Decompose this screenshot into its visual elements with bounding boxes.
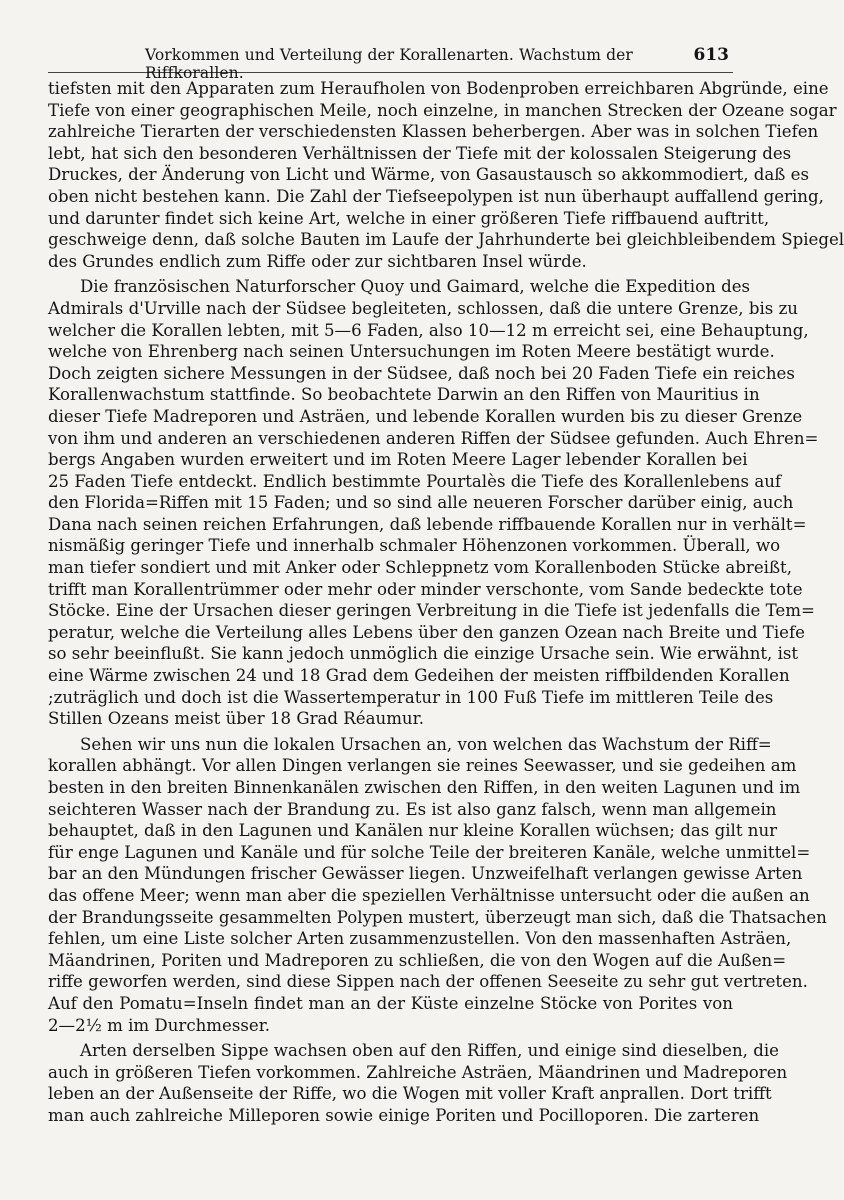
text-line: man auch zahlreiche Milleporen sowie einige Poriten und Pocilloporen. Die zarteren: [48, 1105, 760, 1125]
text-line: für enge Lagunen und Kanäle und für solche Teile der breiteren Kanäle, welche unmittel=: [48, 842, 811, 862]
text-line: geschweige denn, daß solche Bauten im Laufe der Jahrhunderte bei gleichbleibendem Spiegel: [48, 230, 844, 250]
paragraph: [48, 1040, 788, 1126]
text-line: eine Wärme zwischen 24 und 18 Grad dem Gedeihen der meisten riffbildenden Korallen: [48, 666, 790, 686]
text-line: peratur, welche die Verteilung alles Lebens über den ganzen Ozean nach Breite und Tiefe: [48, 622, 805, 642]
text-line: so sehr beeinflußt. Sie kann jedoch unmöglich die einzige Ursache sein. Wie erwähnt, ist: [48, 644, 799, 664]
text-line: ;zuträglich und doch ist die Wassertemperatur in 100 Fuß Tiefe im mittleren Teile des: [48, 687, 774, 707]
text-line: und darunter findet sich keine Art, welche in einer größeren Tiefe riffbauend auftritt,: [48, 208, 770, 228]
page-header: [48, 44, 733, 82]
text-line: bar an den Mündungen frischer Gewässer liegen. Unzweifelhaft verlangen gewisse Arten: [48, 864, 803, 884]
text-line: der Brandungsseite gesammelten Polypen mustert, überzeugt man sich, daß die Thatsachen: [48, 907, 827, 927]
paragraph: [48, 734, 827, 1036]
text-line: lebt, hat sich den besonderen Verhältnissen der Tiefe mit der kolossalen Steigerung des: [48, 143, 792, 163]
text-line: 2—2½ m im Durchmesser.: [48, 1015, 271, 1035]
text-line: Die französischen Naturforscher Quoy und Gaimard, welche die Expedition des: [80, 277, 751, 297]
text-line: zahlreiche Tierarten der verschiedensten Klassen beherbergen. Aber was in solchen Tiefen: [48, 122, 819, 142]
text-line: Stillen Ozeans meist über 18 Grad Réaumur.: [48, 709, 425, 729]
text-line: behauptet, daß in den Lagunen und Kanälen nur kleine Korallen wüchsen; das gilt nur: [48, 821, 778, 841]
text-line: Arten derselben Sippe wachsen oben auf den Riffen, und einige sind dieselben, die: [80, 1041, 779, 1061]
text-line: Doch zeigten sichere Messungen in der Südsee, daß noch bei 20 Faden Tiefe ein reiches: [48, 363, 795, 383]
running-head: Vorkommen und Verteilung der Korallenarten. Wachstum der Riffkorallen.: [145, 46, 633, 82]
text-line: den Florida=Riffen mit 15 Faden; und so sind alle neueren Forscher darüber einig, auch: [48, 493, 794, 513]
text-line: Tiefe von einer geographischen Meile, noch einzelne, in manchen Strecken der Ozeane sogar: [48, 100, 837, 120]
text-line: des Grundes endlich zum Riffe oder zur sichtbaren Insel würde.: [48, 251, 587, 271]
text-line: korallen abhängt. Vor allen Dingen verlangen sie reines Seewasser, und sie gedeihen am: [48, 756, 797, 776]
text-line: tiefsten mit den Apparaten zum Heraufholen von Bodenproben erreichbaren Abgründe, eine: [48, 79, 829, 98]
text-line: besten in den breiten Binnenkanälen zwischen den Riffen, in den weiten Lagunen und im: [48, 778, 801, 797]
body-text: [48, 78, 844, 1127]
text-line: dieser Tiefe Madreporen und Asträen, und lebende Korallen wurden bis zu dieser Grenze: [48, 406, 803, 426]
text-line: fehlen, um eine Liste solcher Arten zusammenzustellen. Von den massenhaften Asträen,: [48, 929, 792, 949]
text-line: nismäßig geringer Tiefe und innerhalb schmaler Höhenzonen vorkommen. Überall, wo: [48, 536, 781, 556]
text-line: welche von Ehrenberg nach seinen Untersuchungen im Roten Meere bestätigt wurde.: [48, 342, 775, 362]
text-line: Admirals d'Urville nach der Südsee begleiteten, schlossen, daß die untere Grenze, bis zu: [48, 298, 798, 318]
text-line: bergs Angaben wurden erweitert und im Roten Meere Lager lebender Korallen bei: [48, 450, 748, 470]
text-line: Stöcke. Eine der Ursachen dieser geringen Verbreitung in die Tiefe ist jedenfalls die Tem=: [48, 601, 815, 621]
text-line: leben an der Außenseite der Riffe, wo die Wogen mit voller Kraft anprallen. Dort trifft: [48, 1084, 772, 1104]
text-line: Korallenwachstum stattfinde. So beobachtete Darwin an den Riffen von Mauritius in: [48, 385, 760, 405]
text-line: trifft man Korallentrümmer oder mehr oder minder verschonte, vom Sande bedeckte tote: [48, 579, 803, 599]
text-line: Sehen wir uns nun die lokalen Ursachen an, von welchen das Wachstum der Riff=: [80, 734, 772, 754]
page-number: 613: [693, 45, 729, 65]
text-line: oben nicht bestehen kann. Die Zahl der Tiefseepolypen ist nun überhaupt auffallend gering,: [48, 186, 824, 206]
text-line: das offene Meer; wenn man aber die speziellen Verhältnisse untersucht oder die außen an: [48, 885, 810, 905]
text-line: Druckes, der Änderung von Licht und Wärme, von Gasaustausch so akkommodiert, daß es: [48, 165, 809, 185]
text-line: Auf den Pomatu=Inseln findet man an der Küste einzelne Stöcke von Porites von: [48, 993, 733, 1013]
text-line: seichteren Wasser nach der Brandung zu. Es ist also ganz falsch, wenn man allgemein: [48, 799, 777, 819]
text-line: 25 Faden Tiefe entdeckt. Endlich bestimmte Pourtalès die Tiefe des Korallenlebens auf: [48, 471, 782, 491]
text-line: Mäandrinen, Poriten und Madreporen zu schließen, die von den Wogen auf die Außen=: [48, 950, 787, 970]
paragraph: [48, 78, 844, 272]
text-line: Dana nach seinen reichen Erfahrungen, daß lebende riffbauende Korallen nur in verhält=: [48, 514, 807, 534]
text-line: auch in größeren Tiefen vorkommen. Zahlreiche Asträen, Mäandrinen und Madreporen: [48, 1062, 788, 1082]
text-line: man tiefer sondiert und mit Anker oder Schleppnetz vom Korallenboden Stücke abreißt,: [48, 558, 792, 578]
paragraph: [48, 276, 819, 729]
text-line: riffe geworfen werden, sind diese Sippen nach der offenen Seeseite zu sehr gut vertreten.: [48, 972, 808, 992]
text-line: von ihm und anderen an verschiedenen anderen Riffen der Südsee gefunden. Auch Ehren=: [48, 428, 819, 448]
text-line: welcher die Korallen lebten, mit 5—6 Faden, also 10—12 m erreicht sei, eine Behauptung,: [48, 320, 809, 340]
